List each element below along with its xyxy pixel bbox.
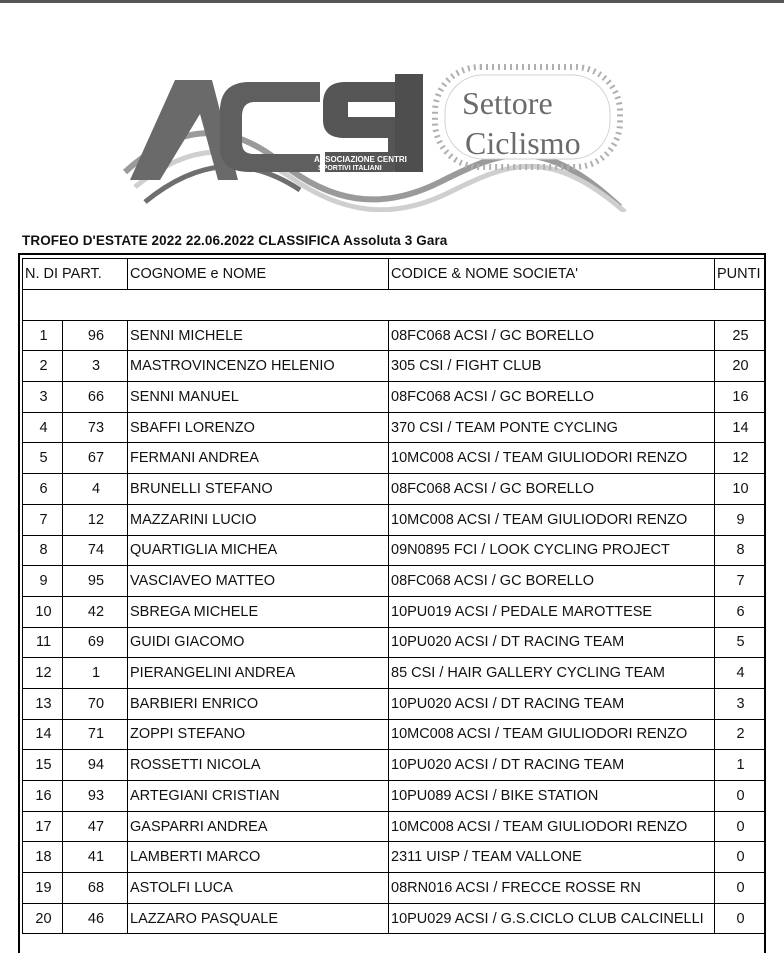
bib-cell: 47	[63, 811, 128, 842]
team-cell: 10PU029 ACSI / G.S.CICLO CLUB CALCINELLI	[389, 903, 715, 934]
name-cell: ROSSETTI NICOLA	[128, 750, 389, 781]
team-cell: 10MC008 ACSI / TEAM GIULIODORI RENZO	[389, 504, 715, 535]
header-bib: N. DI PART.	[23, 259, 128, 290]
bib-cell: 67	[63, 443, 128, 474]
table-row	[23, 658, 765, 689]
bib-cell: 3	[63, 351, 128, 382]
name-cell: VASCIAVEO MATTEO	[128, 566, 389, 597]
name-cell: LAMBERTI MARCO	[128, 842, 389, 873]
bib-cell: 12	[63, 504, 128, 535]
table-row	[23, 842, 765, 873]
points-cell: 12	[715, 443, 765, 474]
rank-cell: 13	[23, 688, 63, 719]
bib-cell: 96	[63, 320, 128, 351]
name-cell: PIERANGELINI ANDREA	[128, 658, 389, 689]
bib-cell: 1	[63, 658, 128, 689]
points-cell: 2	[715, 719, 765, 750]
name-cell: BRUNELLI STEFANO	[128, 474, 389, 505]
team-cell: 10PU020 ACSI / DT RACING TEAM	[389, 627, 715, 658]
table-row	[23, 474, 765, 505]
points-cell: 16	[715, 382, 765, 413]
points-cell: 0	[715, 903, 765, 934]
team-cell: 08FC068 ACSI / GC BORELLO	[389, 474, 715, 505]
header-team: CODICE & NOME SOCIETA'	[389, 259, 715, 290]
name-cell: SBREGA MICHELE	[128, 596, 389, 627]
rank-cell: 1	[23, 320, 63, 351]
rank-cell: 20	[23, 903, 63, 934]
bib-cell: 93	[63, 781, 128, 812]
team-cell: 370 CSI / TEAM PONTE CYCLING	[389, 412, 715, 443]
table-row	[23, 535, 765, 566]
name-cell: GASPARRI ANDREA	[128, 811, 389, 842]
table-row	[23, 596, 765, 627]
rank-cell: 11	[23, 627, 63, 658]
name-cell: SBAFFI LORENZO	[128, 412, 389, 443]
name-cell: SENNI MICHELE	[128, 320, 389, 351]
table-row	[23, 781, 765, 812]
header-points: PUNTI	[715, 259, 765, 290]
team-cell: 2311 UISP / TEAM VALLONE	[389, 842, 715, 873]
points-cell: 4	[715, 658, 765, 689]
rank-cell: 18	[23, 842, 63, 873]
org-name-line2: SPORTIVI ITALIANI	[318, 165, 382, 172]
rank-cell: 12	[23, 658, 63, 689]
rank-cell: 14	[23, 719, 63, 750]
points-cell: 3	[715, 688, 765, 719]
team-cell: 305 CSI / FIGHT CLUB	[389, 351, 715, 382]
rank-cell: 17	[23, 811, 63, 842]
bib-cell: 68	[63, 873, 128, 904]
table-row	[23, 504, 765, 535]
points-cell: 20	[715, 351, 765, 382]
team-cell: 85 CSI / HAIR GALLERY CYCLING TEAM	[389, 658, 715, 689]
table-row	[23, 903, 765, 934]
table-row	[23, 382, 765, 413]
document-title: TROFEO D'ESTATE 2022 22.06.2022 CLASSIFICA Assoluta 3 Gara	[22, 233, 448, 248]
table-row	[23, 443, 765, 474]
points-cell: 7	[715, 566, 765, 597]
bib-cell: 95	[63, 566, 128, 597]
team-cell: 09N0895 FCI / LOOK CYCLING PROJECT	[389, 535, 715, 566]
table-row	[23, 688, 765, 719]
rank-cell: 19	[23, 873, 63, 904]
name-cell: MAZZARINI LUCIO	[128, 504, 389, 535]
bib-cell: 73	[63, 412, 128, 443]
rank-cell: 3	[23, 382, 63, 413]
team-cell: 10PU089 ACSI / BIKE STATION	[389, 781, 715, 812]
sector-line1: Settore	[462, 85, 553, 121]
org-name-line1: ASSOCIAZIONE CENTRI	[314, 155, 407, 164]
table-header-row	[23, 259, 765, 290]
team-cell: 10PU020 ACSI / DT RACING TEAM	[389, 688, 715, 719]
table-row	[23, 873, 765, 904]
team-cell: 08FC068 ACSI / GC BORELLO	[389, 320, 715, 351]
top-border	[0, 0, 784, 3]
bib-cell: 74	[63, 535, 128, 566]
team-cell: 10MC008 ACSI / TEAM GIULIODORI RENZO	[389, 811, 715, 842]
name-cell: BARBIERI ENRICO	[128, 688, 389, 719]
table-row	[23, 627, 765, 658]
team-cell: 08FC068 ACSI / GC BORELLO	[389, 566, 715, 597]
logo-letter-c	[220, 82, 320, 172]
points-cell: 9	[715, 504, 765, 535]
points-cell: 1	[715, 750, 765, 781]
sector-line2: Ciclismo	[465, 125, 581, 161]
bib-cell: 71	[63, 719, 128, 750]
table-row	[23, 351, 765, 382]
points-cell: 6	[715, 596, 765, 627]
table-row	[23, 811, 765, 842]
table-row	[23, 750, 765, 781]
name-cell: FERMANI ANDREA	[128, 443, 389, 474]
team-cell: 10MC008 ACSI / TEAM GIULIODORI RENZO	[389, 719, 715, 750]
points-cell: 8	[715, 535, 765, 566]
rank-cell: 6	[23, 474, 63, 505]
bib-cell: 42	[63, 596, 128, 627]
bib-cell: 41	[63, 842, 128, 873]
rank-cell: 8	[23, 535, 63, 566]
rank-cell: 4	[23, 412, 63, 443]
points-cell: 10	[715, 474, 765, 505]
table-row	[23, 566, 765, 597]
table-row	[23, 320, 765, 351]
points-cell: 25	[715, 320, 765, 351]
results-table	[22, 258, 765, 934]
bib-cell: 66	[63, 382, 128, 413]
team-cell: 08RN016 ACSI / FRECCE ROSSE RN	[389, 873, 715, 904]
name-cell: LAZZARO PASQUALE	[128, 903, 389, 934]
name-cell: MASTROVINCENZO HELENIO	[128, 351, 389, 382]
name-cell: ZOPPI STEFANO	[128, 719, 389, 750]
name-cell: GUIDI GIACOMO	[128, 627, 389, 658]
rank-cell: 15	[23, 750, 63, 781]
team-cell: 08FC068 ACSI / GC BORELLO	[389, 382, 715, 413]
points-cell: 14	[715, 412, 765, 443]
name-cell: QUARTIGLIA MICHEA	[128, 535, 389, 566]
bib-cell: 46	[63, 903, 128, 934]
bib-cell: 70	[63, 688, 128, 719]
acsi-settore-ciclismo-logo	[120, 62, 630, 212]
rank-cell: 10	[23, 596, 63, 627]
header-name: COGNOME e NOME	[128, 259, 389, 290]
table-row	[23, 719, 765, 750]
name-cell: ARTEGIANI CRISTIAN	[128, 781, 389, 812]
points-cell: 0	[715, 873, 765, 904]
team-cell: 10MC008 ACSI / TEAM GIULIODORI RENZO	[389, 443, 715, 474]
rank-cell: 16	[23, 781, 63, 812]
points-cell: 0	[715, 811, 765, 842]
rank-cell: 2	[23, 351, 63, 382]
team-cell: 10PU019 ACSI / PEDALE MAROTTESE	[389, 596, 715, 627]
points-cell: 0	[715, 842, 765, 873]
bib-cell: 94	[63, 750, 128, 781]
points-cell: 0	[715, 781, 765, 812]
table-row	[23, 412, 765, 443]
team-cell: 10PU020 ACSI / DT RACING TEAM	[389, 750, 715, 781]
name-cell: SENNI MANUEL	[128, 382, 389, 413]
name-cell: ASTOLFI LUCA	[128, 873, 389, 904]
points-cell: 5	[715, 627, 765, 658]
rank-cell: 7	[23, 504, 63, 535]
rank-cell: 5	[23, 443, 63, 474]
rank-cell: 9	[23, 566, 63, 597]
bib-cell: 69	[63, 627, 128, 658]
bib-cell: 4	[63, 474, 128, 505]
